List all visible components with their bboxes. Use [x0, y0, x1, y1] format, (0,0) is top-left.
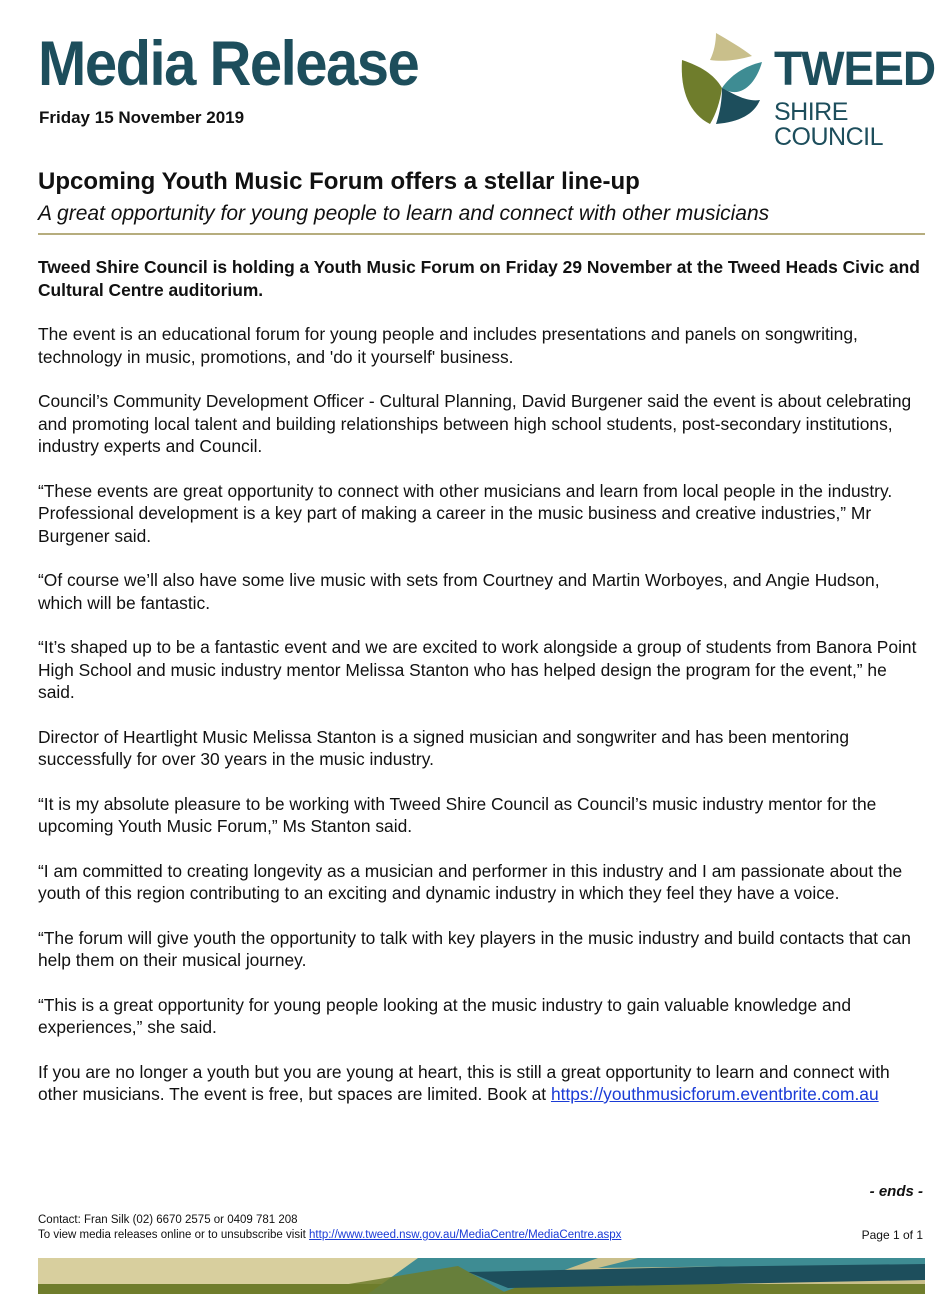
body-paragraph: Council’s Community Development Officer - Cultural Planning, David Burgener said the event is about celebrating and promoting local talent and building relationships between high school students, post-secondary institutions, industry experts and Council.	[38, 391, 912, 456]
logo-wordmark: TWEED	[774, 40, 936, 96]
page-number: Page 1 of 1	[861, 1228, 923, 1242]
booking-link[interactable]: https://youthmusicforum.eventbrite.com.au	[550, 1084, 879, 1104]
body-paragraph: “Of course we’ll also have some live music with sets from Courtney and Martin Worboyes, and Angie Hudson, which will be fantastic.	[38, 570, 880, 613]
logo-subtitle: SHIRE COUNCIL	[774, 98, 884, 151]
body-paragraph: Director of Heartlight Music Melissa Stanton is a signed musician and songwriter and has been mentoring successfully for over 30 years in the music industry.	[38, 726, 849, 769]
body-paragraph: “This is a great opportunity for young people looking at the music industry to gain valuable knowledge and experiences,” she said.	[38, 994, 852, 1037]
media-centre-line	[38, 1228, 621, 1243]
footer-contact	[38, 1213, 621, 1243]
article-subheadline: A great opportunity for young people to learn and connect with other musicians	[38, 202, 770, 225]
release-date: Friday 15 November 2019	[39, 108, 245, 127]
tweed-shire-council-logo	[676, 30, 936, 151]
body-paragraph: “These events are great opportunity to connect with other musicians and learn from local people in the industry. Professional development is a key part of making a career in the music business and creative industries,” Mr Burgener said.	[38, 480, 893, 546]
body-paragraph: “I am committed to creating longevity as a musician and performer in this industry and I am passionate about the youth of this region contributing to an exciting and dynamic industry in which they feel they have a voice.	[38, 860, 903, 903]
media-centre-link[interactable]: http://www.tweed.nsw.gov.au/MediaCentre/MediaCentre.aspx	[309, 1229, 622, 1241]
masthead-title: Media Release	[38, 29, 419, 100]
ends-marker: - ends -	[869, 1183, 923, 1200]
media-centre-text: To view media releases online or to unsubscribe visit	[38, 1229, 310, 1241]
body-paragraph: The event is an educational forum for young people and includes presentations and panels on songwriting, technology in music, promotions, and 'do it yourself' business.	[38, 324, 858, 367]
header-divider	[38, 233, 925, 235]
contact-line: Contact: Fran Silk (02) 6670 2575 or 0409 781 208	[38, 1214, 298, 1226]
council-logo-icon	[676, 30, 768, 126]
article-body	[38, 256, 926, 1128]
body-paragraph: “It’s shaped up to be a fantastic event and we are excited to work alongside a group of students from Banora Point High School and music industry mentor Melissa Stanton who has helped design the program for the event,” he said.	[38, 637, 917, 702]
closing-text: If you are no longer a youth but you are young at heart, this is still a great opportunity to learn and connect with other musicians. The event is free, but spaces are limited. Book at	[38, 1061, 890, 1104]
body-paragraph: “It is my absolute pleasure to be working with Tweed Shire Council as Council’s music industry mentor for the upcoming Youth Music Forum,” Ms Stanton said.	[38, 793, 877, 836]
closing-paragraph	[38, 1061, 926, 1106]
footer-decorative-band	[38, 1258, 925, 1294]
lead-paragraph: Tweed Shire Council is holding a Youth Music Forum on Friday 29 November at the Tweed Heads Civic and Cultural Centre auditorium.	[38, 257, 920, 300]
body-paragraph: “The forum will give youth the opportunity to talk with key players in the music industry and build contacts that can help them on their musical journey.	[38, 927, 911, 970]
article-headline: Upcoming Youth Music Forum offers a stellar line-up	[38, 168, 640, 195]
